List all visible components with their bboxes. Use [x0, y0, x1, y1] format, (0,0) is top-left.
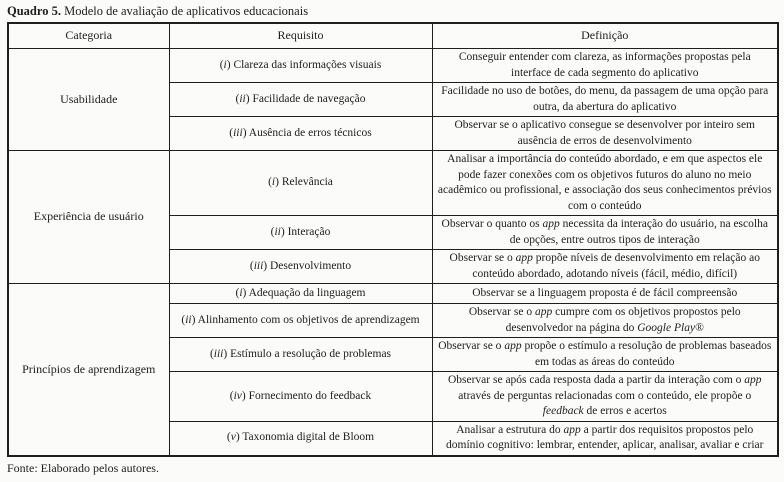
category-cell-principios: Princípios de aprendizagem — [8, 284, 169, 456]
table-caption — [7, 3, 308, 19]
header-categoria: Categoria — [8, 23, 169, 49]
caption-label: Quadro 5. — [7, 4, 61, 18]
definicao-cell: Conseguir entender com clareza, as informações propostas pela interface de cada segmento do aplicativo — [432, 49, 778, 83]
definicao-cell: Observar se a linguagem proposta é de fácil compreensão — [432, 284, 778, 304]
requisito-cell: (i) Adequação da linguagem — [169, 284, 432, 304]
requisito-cell: (i) Relevância — [169, 151, 432, 216]
definicao-cell: Observar se após cada resposta dada a partir da interação com o app através de perguntas relacionadas com o conteúdo, ele propõe o feedback de erros e acertos — [432, 372, 778, 422]
requisito-cell: (ii) Interação — [169, 216, 432, 250]
definicao-cell: Observar o quanto os app necessita da interação do usuário, na escolha de opções, entre outros tipos de interação — [432, 216, 778, 250]
category-cell-experiencia: Experiência de usuário — [8, 151, 169, 284]
definicao-cell: Observar se o app propõe níveis de desenvolvimento em relação ao conteúdo abordado, adotando níveis (fácil, médio, difícil) — [432, 250, 778, 284]
definicao-cell: Observar se o app propõe o estímulo a resolução de problemas baseados em todas as áreas do conteúdo — [432, 338, 778, 372]
header-definicao: Definição — [432, 23, 778, 49]
source-note: Fonte: Elaborado pelos autores. — [7, 461, 159, 475]
definicao-cell: Observar se o app cumpre com os objetivos propostos pelo desenvolvedor na página do Google Play® — [432, 304, 778, 338]
table-row — [8, 284, 778, 304]
requisito-cell: (ii) Facilidade de navegação — [169, 83, 432, 117]
caption-title: Modelo de avaliação de aplicativos educacionais — [60, 4, 309, 18]
evaluation-model-table — [7, 22, 779, 457]
requisito-cell: (iii) Ausência de erros técnicos — [169, 117, 432, 151]
requisito-cell: (iii) Desenvolvimento — [169, 250, 432, 284]
table-row — [8, 49, 778, 83]
definicao-cell: Facilidade no uso de botões, do menu, da passagem de uma opção para outra, da abertura do aplicativo — [432, 83, 778, 117]
requisito-cell: (iii) Estímulo a resolução de problemas — [169, 338, 432, 372]
requisito-cell: (i) Clareza das informações visuais — [169, 49, 432, 83]
definicao-cell: Observar se o aplicativo consegue se desenvolver por inteiro sem ausência de erros de desenvolvimento — [432, 117, 778, 151]
header-requisito: Requisito — [169, 23, 432, 49]
header-row — [8, 23, 778, 49]
requisito-cell: (iv) Fornecimento do feedback — [169, 372, 432, 422]
definicao-cell: Analisar a importância do conteúdo abordado, e em que aspectos ele pode fazer conexões com os objetivos futuros do aluno no meio acadêmico ou profissional, e associação dos seus conhecimentos prévios com o conteúdo — [432, 151, 778, 216]
table-row — [8, 151, 778, 216]
definicao-cell: Analisar a estrutura do app a partir dos requisitos propostos pelo domínio cognitivo: lembrar, entender, aplicar, analisar, avaliar e criar — [432, 421, 778, 456]
category-cell-usabilidade: Usabilidade — [8, 49, 169, 151]
requisito-cell: (ii) Alinhamento com os objetivos de aprendizagem — [169, 304, 432, 338]
requisito-cell: (v) Taxonomia digital de Bloom — [169, 421, 432, 456]
